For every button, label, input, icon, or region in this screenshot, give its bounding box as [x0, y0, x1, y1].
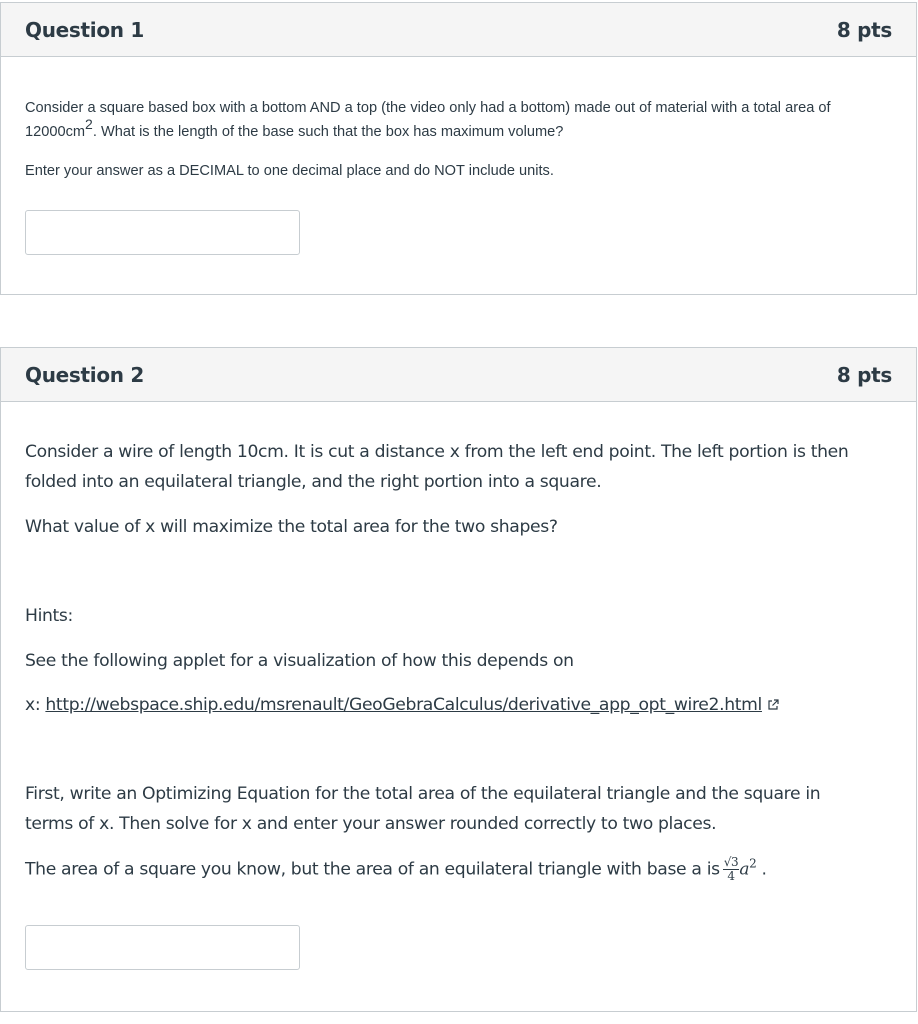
external-link-icon [767, 699, 779, 711]
question-2-line-1: Consider a wire of length 10cm. It is cut a distance x from the left end point. The left portion is then [25, 442, 849, 462]
question-1-body [25, 96, 900, 181]
formula-denominator: 4 [727, 869, 735, 883]
applet-link-line [25, 695, 779, 715]
question-2-card [0, 347, 917, 1012]
formula-fraction [723, 856, 740, 883]
question-1-text-part2: . What is the length of the base such that the box has maximum volume? [92, 124, 564, 140]
question-2-title: Question 2 [25, 362, 144, 387]
question-2-line-4: See the following applet for a visualization of how this depends on [25, 651, 574, 671]
question-1-instruction: Enter your answer as a DECIMAL to one decimal place and do NOT include units. [25, 163, 554, 179]
question-1-points: 8 pts [836, 17, 892, 42]
question-1-header [1, 3, 916, 57]
question-2-points: 8 pts [836, 362, 892, 387]
question-1-card [0, 2, 917, 295]
link-prefix: x: [25, 695, 46, 715]
question-2-line-6: terms of x. Then solve for x and enter your answer rounded correctly to two places. [25, 814, 717, 834]
question-1-text [25, 96, 900, 144]
question-2-line-2: folded into an equilateral triangle, and the right portion into a square. [25, 472, 602, 492]
question-1-title: Question 1 [25, 17, 144, 42]
hints-label: Hints: [25, 606, 73, 626]
question-2-line-5: First, write an Optimizing Equation for the total area of the equilateral triangle and the square in [25, 784, 821, 804]
question-2-answer-input[interactable] [25, 925, 300, 970]
applet-link[interactable]: http://webspace.ship.edu/msrenault/GeoGebraCalculus/derivative_app_opt_wire2.html [45, 695, 762, 715]
question-2-line-7-text: The area of a square you know, but the area of an equilateral triangle with base a is [25, 859, 720, 880]
formula-exponent: 2 [749, 856, 757, 871]
question-2-line-7 [25, 856, 767, 883]
question-1-text-part1: Consider a square based box with a bottom AND a top (the video only had a bottom) made out of material with a total area of 12000cm [25, 100, 831, 140]
question-1-text-superscript: 2 [85, 116, 93, 133]
question-1-answer-input[interactable] [25, 210, 300, 255]
formula-variable: a [739, 859, 750, 880]
question-2-header [1, 348, 916, 402]
formula-end: . [756, 859, 767, 880]
question-2-line-3: What value of x will maximize the total area for the two shapes? [25, 517, 558, 537]
formula-numerator: √3 [723, 855, 739, 869]
